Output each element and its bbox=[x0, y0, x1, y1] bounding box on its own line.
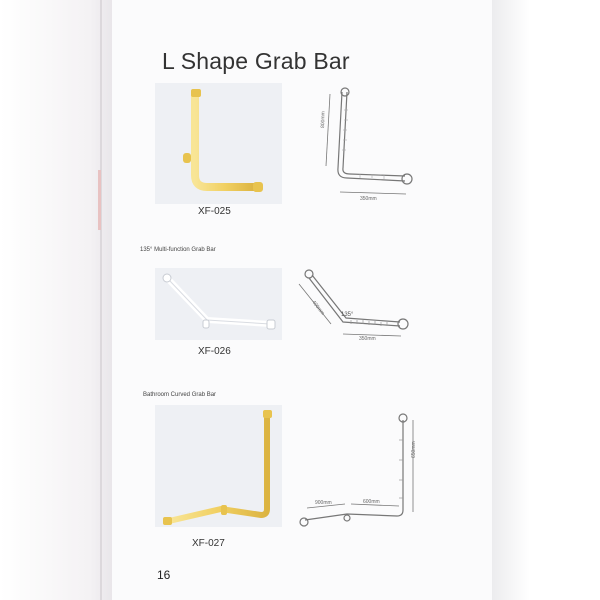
dimension-diagonal-xf-026: 400mm bbox=[310, 299, 326, 317]
page-gutter-line bbox=[100, 0, 102, 600]
product-photo-xf-025 bbox=[155, 83, 282, 204]
dimension-left-xf-027: 900mm bbox=[315, 500, 332, 506]
page-edge-left bbox=[0, 0, 112, 600]
dimension-vertical-xf-025: 800mm bbox=[320, 111, 327, 129]
dimension-vertical-xf-027: 650mm bbox=[411, 441, 417, 458]
dimension-angle-xf-026: 135° bbox=[341, 312, 354, 318]
dimension-right-xf-027: 600mm bbox=[363, 499, 380, 505]
model-label-xf-027: XF-027 bbox=[192, 538, 225, 549]
product-photo-xf-027 bbox=[155, 405, 282, 527]
page-edge-right bbox=[492, 0, 600, 600]
technical-drawing-xf-025 bbox=[300, 80, 420, 205]
technical-drawing-xf-026 bbox=[295, 262, 420, 342]
dimension-horizontal-xf-026: 350mm bbox=[359, 336, 376, 342]
section-label-multifunction: 135° Multi-function Grab Bar bbox=[140, 247, 216, 253]
product-photo-xf-026 bbox=[155, 268, 282, 340]
page-title: L Shape Grab Bar bbox=[162, 48, 350, 74]
section-label-curved: Bathroom Curved Grab Bar bbox=[143, 392, 217, 398]
model-label-xf-025: XF-025 bbox=[198, 206, 231, 217]
page-edge-mark bbox=[98, 170, 101, 230]
page-number: 16 bbox=[157, 568, 171, 582]
dimension-horizontal-xf-025: 350mm bbox=[360, 196, 377, 202]
technical-drawing-xf-027 bbox=[295, 410, 425, 528]
model-label-xf-026: XF-026 bbox=[198, 346, 231, 357]
